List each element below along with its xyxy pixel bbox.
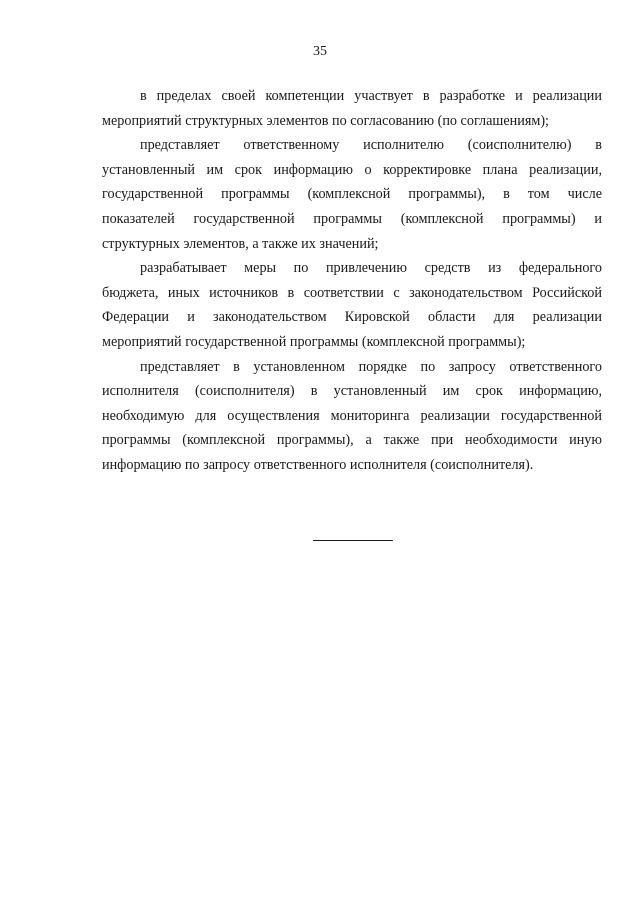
text-line: мероприятий государственной программы (комплексной программы);	[102, 333, 526, 350]
text-line: необходимую для осуществления мониторинга реализации государственной	[102, 407, 602, 424]
text-line: представляет в установленном порядке по запросу ответственного	[140, 358, 602, 375]
text-line: представляет ответственному исполнителю (соисполнителю) в	[140, 137, 602, 154]
text-line: государственной программы (комплексной программы), в том числе	[102, 186, 602, 203]
text-line: информацию по запросу ответственного исполнителя (соисполнителя).	[102, 456, 534, 473]
text-line: программы (комплексной программы), а также при необходимости иную	[102, 432, 602, 449]
end-separator-line	[313, 540, 393, 541]
page-number: 35	[313, 44, 327, 59]
text-line: бюджета, иных источников в соответствии с законодательством Российской	[102, 284, 602, 301]
text-line: структурных элементов, а также их значений;	[102, 235, 379, 252]
text-line: мероприятий структурных элементов по согласованию (по соглашениям);	[102, 112, 550, 129]
text-line: в пределах своей компетенции участвует в разработке и реализации	[140, 88, 602, 104]
text-line: показателей государственной программы (комплексной программы) и	[102, 210, 602, 227]
document-body	[102, 84, 602, 478]
text-line: установленный им срок информацию о корректировке плана реализации,	[102, 161, 602, 178]
text-line: разрабатывает меры по привлечению средств из федерального	[140, 260, 602, 277]
text-line: Федерации и законодательством Кировской области для реализации	[102, 309, 602, 326]
text-line: исполнителя (соисполнителя) в установленный им срок информацию,	[102, 383, 602, 400]
